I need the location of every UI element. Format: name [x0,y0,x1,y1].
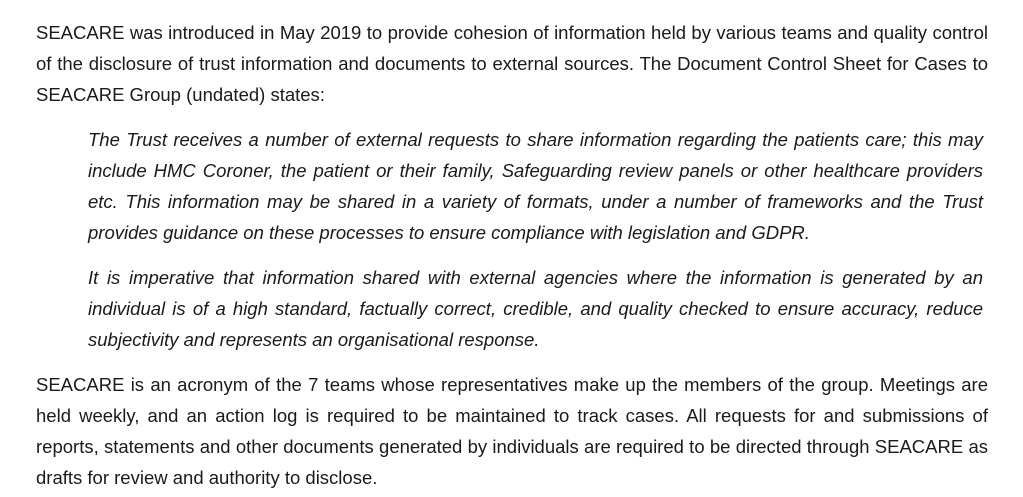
closing-paragraph: SEACARE is an acronym of the 7 teams whose representatives make up the members of the group. Meetings are held weekly, and an action log is required to be maintained to track cases. All requests for and submissions of reports, statements and other documents generated by individuals are required to be directed through SEACARE as drafts for review and authority to disclose. [36,374,988,488]
intro-paragraph: SEACARE was introduced in May 2019 to provide cohesion of information held by various teams and quality control of the disclosure of trust information and documents to external sources. The Document Control Sheet for Cases to SEACARE Group (undated) states: [36,22,988,105]
quote-paragraph-2: It is imperative that information shared with external agencies where the information is generated by an individual is of a high standard, factually correct, credible, and quality checked to ensure accuracy, reduce subjectivity and represents an organisational response. [88,267,983,350]
quote-paragraph-1: The Trust receives a number of external requests to share information regarding the patients care; this may include HMC Coroner, the patient or their family, Safeguarding review panels or other healthcare providers etc. This information may be shared in a variety of formats, under a number of frameworks and the Trust provides guidance on these processes to ensure compliance with legislation and GDPR. [88,129,983,243]
